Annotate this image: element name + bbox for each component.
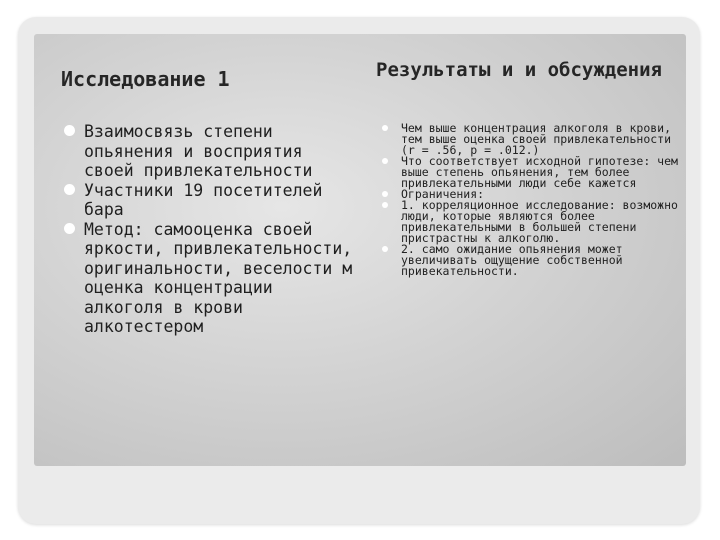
list-item [62,181,362,220]
bullet-text: 1. корреляционное исследование: возможно люди, которые являются более привлекательными в большей степени пристрастны к алкоголю. [401,198,678,245]
bullet-text: Что соответствует исходной гипотезе: чем выше степень опьянения, тем более привлекательными люди себе кажется [401,154,678,190]
bullet-icon [64,184,75,195]
left-bullet-list [62,122,362,337]
right-heading: Результаты и и обсуждения [376,59,662,81]
bullet-text: Взаимосвязь степени опьянения и восприятия своей привлекательности [84,122,313,180]
bullet-icon [64,223,75,234]
list-item [382,123,682,156]
right-bullet-list [382,123,682,277]
bullet-icon [382,202,388,208]
bullet-text: 2. само ожидание опьянения может увеличивать ощущение собственной привекательности. [401,242,623,278]
left-heading: Исследование 1 [61,67,230,91]
bullet-text: Участники 19 посетителей бара [84,180,323,219]
bullet-text: Чем выше концентрация алкоголя в крови, тем выше оценка своей привлекательности (r = .56, p = .012.) [401,121,672,157]
bullet-icon [382,246,388,252]
bullet-icon [382,191,388,197]
bullet-icon [382,125,388,131]
list-item [62,122,362,181]
list-item [382,156,682,189]
list-item [62,220,362,337]
bullet-text: Метод: самооценка своей яркости, привлекательности, оригинальности, веселости м оценка концентрации алкоголя в крови алкотестером [84,219,353,336]
list-item [382,244,682,277]
bullet-icon [64,125,75,136]
list-item [382,200,682,244]
bullet-icon [382,158,388,164]
bullet-text: Ограничения: [401,187,485,201]
